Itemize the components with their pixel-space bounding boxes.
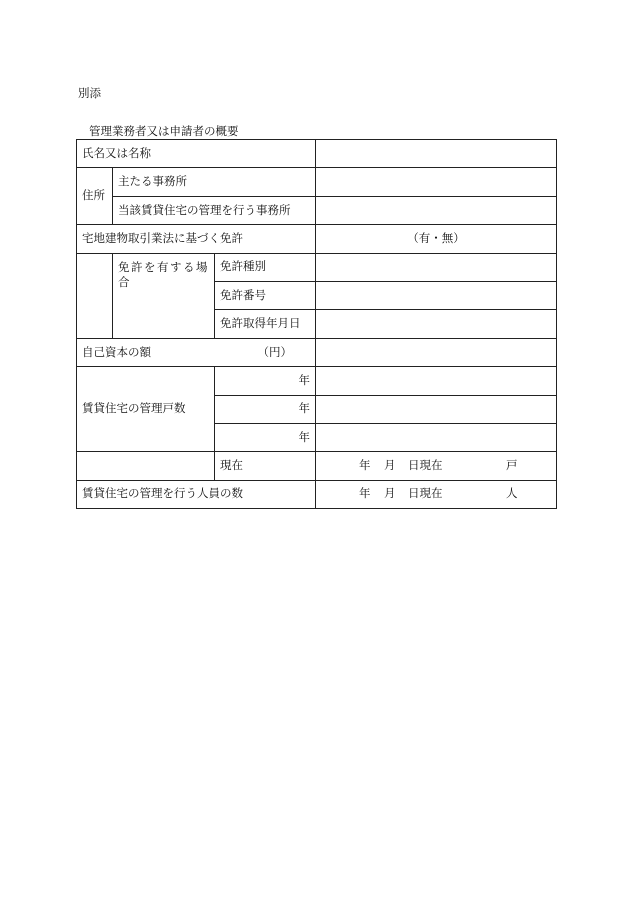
year-value-3[interactable]	[316, 423, 557, 451]
managing-office-label: 当該賃貸住宅の管理を行う事務所	[113, 196, 316, 224]
staff-label: 賃貸住宅の管理を行う人員の数	[77, 480, 316, 508]
license-type-label: 免許種別	[215, 253, 316, 281]
name-label: 氏名又は名称	[77, 140, 316, 168]
year-value-1[interactable]	[316, 367, 557, 395]
current-label: 現在	[215, 452, 316, 480]
table-row	[77, 253, 557, 281]
year-label-1: 年	[215, 367, 316, 395]
table-row	[77, 452, 557, 480]
table-row	[77, 168, 557, 196]
year-value-2[interactable]	[316, 395, 557, 423]
staff-as-of-label: 日現在	[408, 486, 443, 501]
table-row	[77, 225, 557, 253]
table-row	[77, 480, 557, 508]
license-status[interactable]: （有・無）	[316, 225, 557, 253]
managed-units-blank-cell	[77, 452, 215, 480]
year-label-2: 年	[215, 395, 316, 423]
main-office-label: 主たる事務所	[113, 168, 316, 196]
capital-value[interactable]	[316, 338, 557, 366]
license-if-held-label: 免許を有する場合	[113, 253, 215, 338]
current-year-label: 年	[359, 458, 371, 473]
staff-month-label: 月	[384, 486, 396, 501]
managed-units-label: 賃貸住宅の管理戸数	[77, 367, 215, 452]
form-title: 管理業務者又は申請者の概要	[89, 124, 239, 138]
table-row	[77, 338, 557, 366]
license-number-label: 免許番号	[215, 281, 316, 309]
staff-value[interactable]	[316, 480, 557, 508]
address-group-label: 住所	[77, 168, 113, 225]
overview-table	[76, 139, 557, 509]
license-date-value[interactable]	[316, 310, 557, 338]
staff-unit-label: 人	[506, 486, 518, 501]
table-row	[77, 367, 557, 395]
main-office-value[interactable]	[316, 168, 557, 196]
name-value[interactable]	[316, 140, 557, 168]
attachment-label: 別添	[78, 86, 101, 100]
capital-label: 自己資本の額	[82, 344, 151, 359]
table-row	[77, 140, 557, 168]
current-as-of-label: 日現在	[408, 458, 443, 473]
current-units-value[interactable]	[316, 452, 557, 480]
capital-label-cell	[77, 338, 316, 366]
managing-office-value[interactable]	[316, 196, 557, 224]
license-indent-cell	[77, 253, 113, 338]
current-unit-label: 戸	[506, 458, 518, 473]
license-number-value[interactable]	[316, 281, 557, 309]
license-label: 宅地建物取引業法に基づく免許	[77, 225, 316, 253]
staff-year-label: 年	[359, 486, 371, 501]
table-row	[77, 196, 557, 224]
license-type-value[interactable]	[316, 253, 557, 281]
license-date-label: 免許取得年月日	[215, 310, 316, 338]
current-month-label: 月	[384, 458, 396, 473]
year-label-3: 年	[215, 423, 316, 451]
capital-unit: （円）	[257, 344, 293, 359]
